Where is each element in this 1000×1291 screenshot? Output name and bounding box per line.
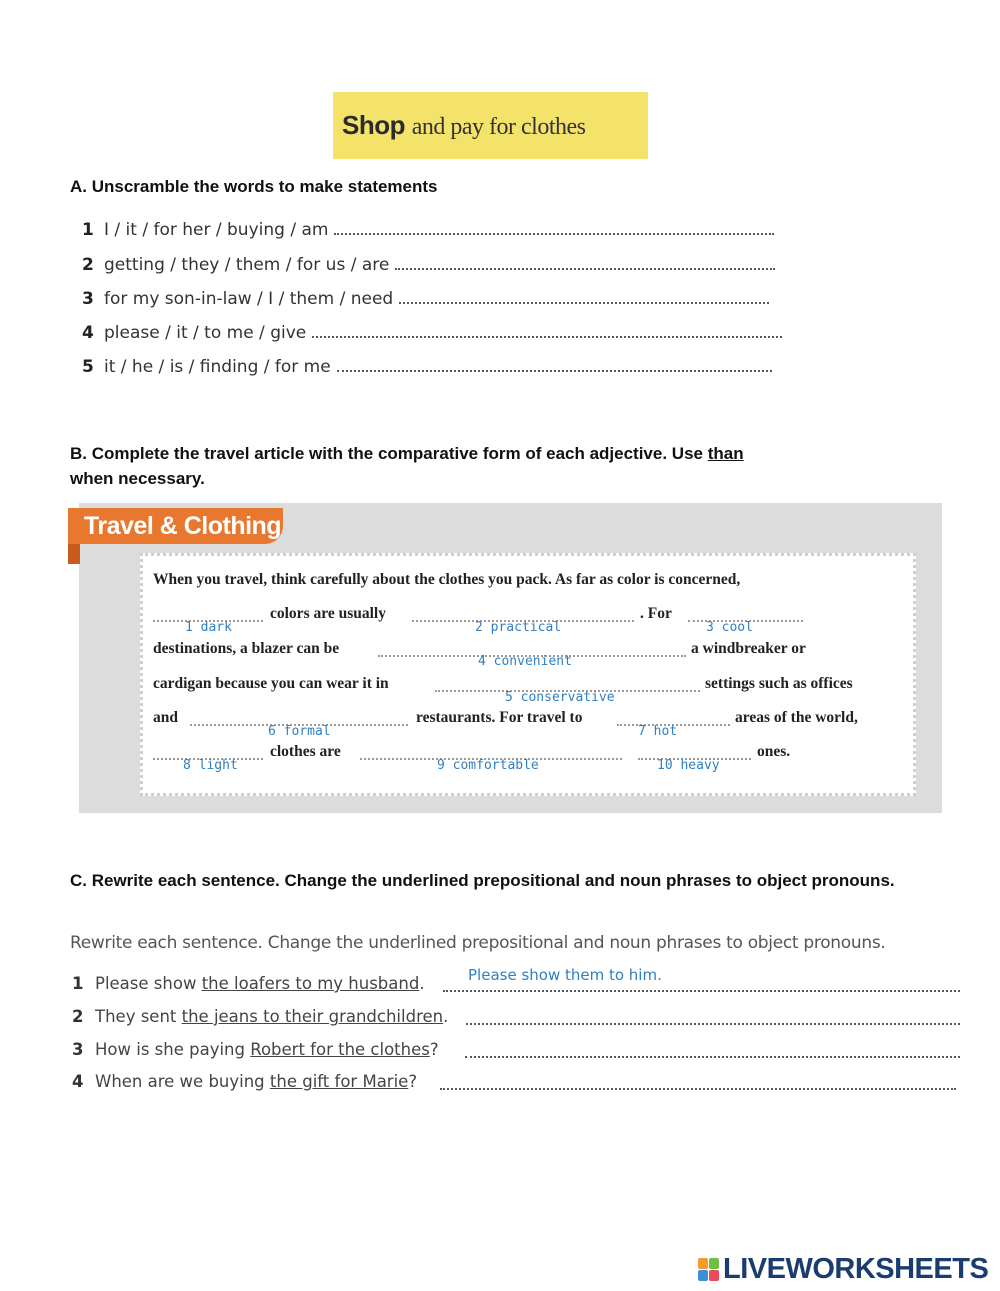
list-item: 4 When are we buying the gift for Marie? xyxy=(72,1072,418,1091)
answer-line[interactable] xyxy=(443,990,960,992)
tab-fold xyxy=(68,544,80,564)
list-item: 2 getting / they / them / for us / are xyxy=(82,255,775,275)
logo-text: LIVEWORKSHEETS xyxy=(723,1253,989,1285)
answer-line[interactable] xyxy=(395,256,775,270)
answer-line[interactable] xyxy=(466,1023,960,1025)
title-banner xyxy=(333,92,648,159)
answer-line[interactable] xyxy=(399,290,769,304)
list-item: 3 How is she paying Robert for the clothes? xyxy=(72,1040,439,1059)
logo-mark-icon xyxy=(698,1258,720,1282)
liveworksheets-logo xyxy=(698,1253,994,1289)
list-item: 2 They sent the jeans to their grandchildren. xyxy=(72,1007,449,1026)
list-item: 3 for my son-in-law / I / them / need xyxy=(82,289,769,309)
article-tab-title: Travel & Clothing xyxy=(68,508,283,544)
answer-line[interactable] xyxy=(312,324,782,338)
section-c-heading: C. Rewrite each sentence. Change the underlined prepositional and noun phrases to object pronouns. xyxy=(70,871,895,890)
page-title: Shop and pay for clothes xyxy=(342,110,586,140)
list-item: 4 please / it / to me / give xyxy=(82,323,782,343)
answer-line[interactable] xyxy=(440,1088,956,1090)
list-item: 1 I / it / for her / buying / am xyxy=(82,220,774,240)
section-b-heading: B. Complete the travel article with the comparative form of each adjective. Use than when necessary. xyxy=(70,444,744,488)
list-item: 1 Please show the loafers to my husband. xyxy=(72,974,425,993)
answer-line[interactable] xyxy=(337,358,772,372)
list-item: 5 it / he / is / finding / for me xyxy=(82,357,772,377)
example-answer: Please show them to him. xyxy=(468,966,662,984)
answer-line[interactable] xyxy=(334,221,774,235)
section-a-heading: A. Unscramble the words to make statements xyxy=(70,177,438,196)
answer-line[interactable] xyxy=(465,1056,960,1058)
section-c-subheading: Rewrite each sentence. Change the underlined prepositional and noun phrases to object pronouns. xyxy=(70,933,886,953)
